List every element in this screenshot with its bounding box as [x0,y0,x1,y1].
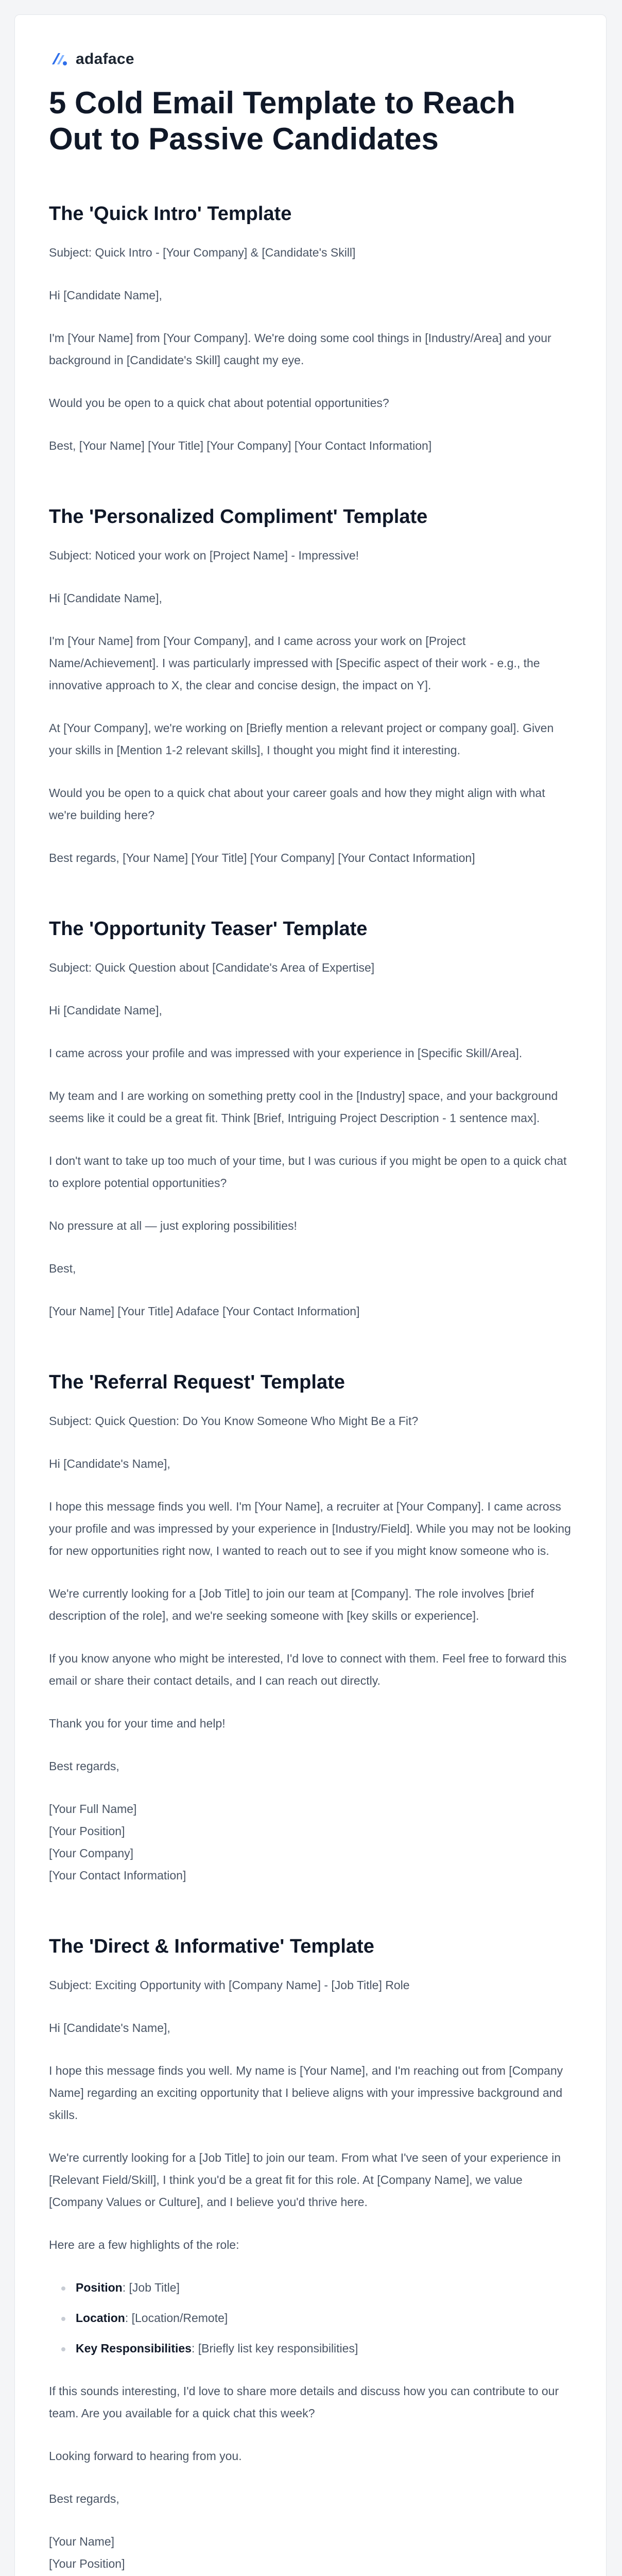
role-highlights-list [49,2277,572,2360]
email-body: I came across your profile and was impressed with your experience in [Specific Skill/Area]. [49,1046,523,1060]
section-heading: The 'Opportunity Teaser' Template [49,918,368,940]
email-signoff: Best regards, [Your Name] [Your Title] [Your Company] [Your Contact Information] [49,851,475,865]
email-body: I'm [Your Name] from [Your Company]. We're doing some cool things in [Industry/Area] and your background in [Candidate's Skill] caught my eye. [49,331,551,367]
email-subject: Subject: Exciting Opportunity with [Company Name] - [Job Title] Role [49,1978,410,1992]
list-item [76,2337,572,2360]
email-body: Thank you for your time and help! [49,1717,226,1730]
email-greeting: Hi [Candidate Name], [49,289,162,302]
bullet-label: Key Responsibilities [76,2342,192,2355]
brand-name: adaface [76,50,134,67]
email-subject: Subject: Quick Question: Do You Know Someone Who Might Be a Fit? [49,1414,419,1428]
template-section-direct-informative [49,1934,572,2576]
email-greeting: Hi [Candidate Name], [49,1004,162,1017]
email-body: Here are a few highlights of the role: [49,2238,239,2251]
bullet-value: : [Job Title] [122,2281,180,2294]
signature-line: [Your Contact Information] [49,1869,186,1882]
section-heading: The 'Quick Intro' Template [49,203,292,225]
email-body: If this sounds interesting, I'd love to share more details and discuss how you can contribute to our team. Are you available for a quick chat this week? [49,2384,559,2420]
signature-line: [Your Name] [49,2535,114,2548]
email-greeting: Hi [Candidate's Name], [49,2021,170,2035]
article-card [14,14,607,2576]
email-signature: [Your Name] [Your Title] Adaface [Your Contact Information] [49,1304,360,1318]
email-body: Would you be open to a quick chat about your career goals and how they might align with what we're building here? [49,786,545,822]
email-signature-block [49,2531,572,2576]
email-body: If you know anyone who might be interested, I'd love to connect with them. Feel free to forward this email or share their contact details, and I can reach out directly. [49,1652,567,1687]
bullet-value: : [Briefly list key responsibilities] [191,2342,358,2355]
email-signoff: Best regards, [49,1759,119,1773]
email-subject: Subject: Quick Question about [Candidate's Area of Expertise] [49,961,375,974]
email-subject: Subject: Noticed your work on [Project Name] - Impressive! [49,549,359,562]
section-heading: The 'Personalized Compliment' Template [49,506,428,528]
template-section-quick-intro [49,201,572,457]
page-title: 5 Cold Email Template to Reach Out to Passive Candidates [49,86,515,156]
email-greeting: Hi [Candidate Name], [49,591,162,605]
section-heading: The 'Direct & Informative' Template [49,1936,374,1957]
bullet-label: Position [76,2281,123,2294]
email-subject: Subject: Quick Intro - [Your Company] & [Candidate's Skill] [49,246,356,259]
signature-line: [Your Position] [49,2557,125,2570]
email-signoff: Best regards, [49,2492,119,2505]
email-body: Would you be open to a quick chat about potential opportunities? [49,396,389,410]
list-item [76,2277,572,2299]
signature-line: [Your Full Name] [49,1802,137,1816]
list-item [76,2307,572,2329]
email-body: I don't want to take up too much of your time, but I was curious if you might be open to a quick chat to explore potential opportunities? [49,1154,567,1190]
email-body: I'm [Your Name] from [Your Company], and I came across your work on [Project Name/Achievement]. I was particularly impressed with [Specific aspect of their work - e.g., the innovative approach to X, the clear and concise design, the impact on Y]. [49,634,540,692]
brand-logo[interactable] [49,48,572,71]
email-body: We're currently looking for a [Job Title] to join our team at [Company]. The role involves [brief description of the role], and we're seeking someone with [key skills or experience]. [49,1587,534,1622]
section-heading: The 'Referral Request' Template [49,1371,345,1393]
email-body: I hope this message finds you well. My name is [Your Name], and I'm reaching out from [Company Name] regarding an exciting opportunity that I believe aligns with your impressive background and skills. [49,2064,563,2122]
email-body: My team and I are working on something pretty cool in the [Industry] space, and your background seems like it could be a great fit. Think [Brief, Intriguing Project Description - 1 sentence max]. [49,1089,558,1125]
email-body: At [Your Company], we're working on [Briefly mention a relevant project or company goal]. Given your skills in [Mention 1-2 relevant skills], I thought you might find it interesting. [49,721,554,757]
email-signoff: Best, [Your Name] [Your Title] [Your Company] [Your Contact Information] [49,439,432,452]
template-section-referral-request [49,1370,572,1887]
bullet-label: Location [76,2311,125,2325]
email-body: I hope this message finds you well. I'm [Your Name], a recruiter at [Your Company]. I came across your profile and was impressed by your experience in [Industry/Field]. While you may not be looking for new opportunities right now, I wanted to reach out to see if you might know someone who is. [49,1500,571,1557]
bullet-value: : [Location/Remote] [125,2311,228,2325]
email-body: We're currently looking for a [Job Title] to join our team. From what I've seen of your experience in [Relevant Field/Skill], I think you'd be a great fit for this role. At [Company Name], we value [Company Values or Culture], and I believe you'd thrive here. [49,2151,561,2209]
signature-line: [Your Company] [49,1846,134,1860]
email-greeting: Hi [Candidate's Name], [49,1457,170,1470]
signature-line: [Your Position] [49,1824,125,1838]
email-body: Looking forward to hearing from you. [49,2449,242,2463]
email-body: No pressure at all — just exploring possibilities! [49,1219,297,1232]
email-signoff: Best, [49,1262,76,1275]
adaface-logo-icon [49,49,70,70]
email-signature-block [49,1798,572,1887]
template-section-personalized-compliment [49,504,572,869]
template-section-opportunity-teaser [49,917,572,1323]
